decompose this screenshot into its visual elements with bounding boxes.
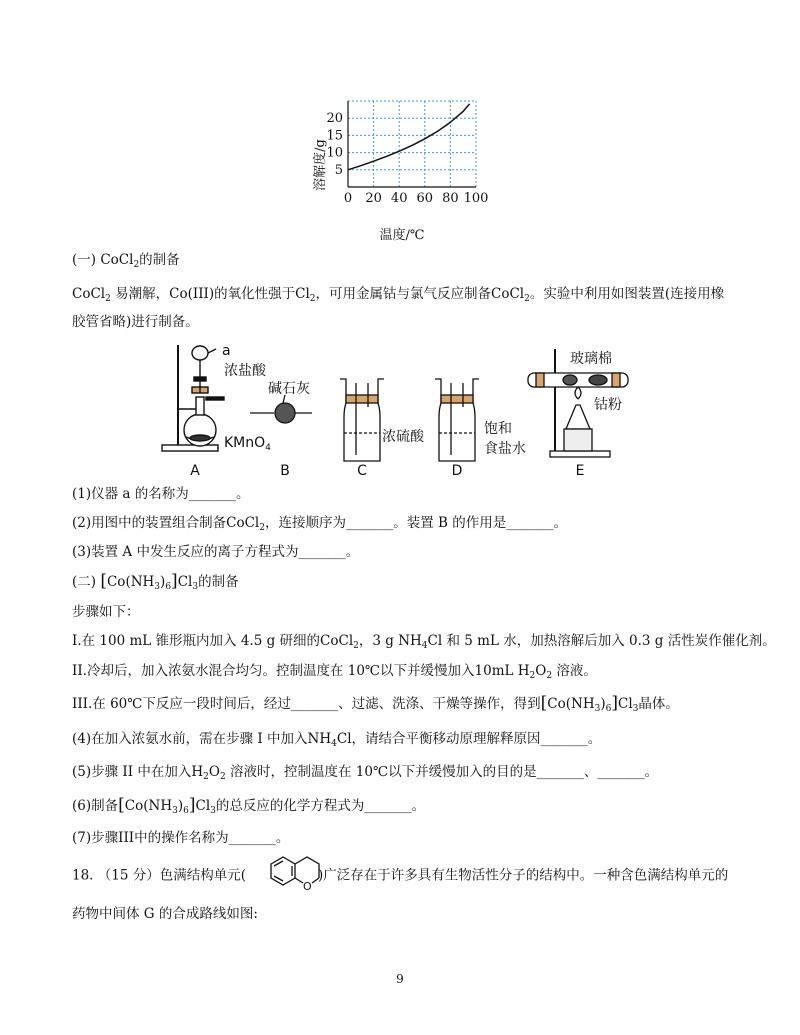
- step-1: I.在 100 mL 锥形瓶内加入 4.5 g 研细的CoCl$_2$，3 g $NH_4Cl$ 和 5 mL 水，加热溶解后加入 0.3 g 活性炭作催化剂。: [72, 633, 776, 651]
- label-kmno4: KMnO$_4$: [224, 435, 271, 453]
- section2-title: (二) $[Co(NH_3)_6]Cl_3$的制备: [72, 571, 239, 592]
- y-tick-label: 5: [334, 162, 343, 178]
- apparatus-a: [162, 345, 224, 451]
- chart-grid: [348, 101, 476, 187]
- question-18-line-2: 药物中间体 G 的合成路线如图:: [72, 906, 258, 922]
- label-a-pointer: a: [222, 343, 231, 359]
- step-3: III.在 60℃下反应一段时间后，经过_______、过滤、洗涤、干燥等操作，得到$[Co(NH_3)_6]Cl_3$晶体。: [72, 693, 679, 714]
- apparatus-label-b: B: [280, 463, 290, 479]
- step-2: II.冷却后，加入浓氨水混合均匀。控制温度在 10℃以下并缓慢加入10mL $H_2O_2$ 溶液。: [72, 663, 597, 681]
- intro-line-2: 胶管省略)进行制备。: [72, 314, 199, 330]
- intro-line-1: CoCl$_2$ 易潮解，Co(III)的氧化性强于$Cl_2$，可用金属钴与氯气反应制备CoCl$_2$。实验中利用如图装置(连接用橡: [72, 286, 725, 304]
- label-glass-wool: 玻璃棉: [570, 351, 612, 367]
- chart-xlabel: 温度/℃: [379, 228, 425, 243]
- cocl2-formula: CoCl$_2$: [100, 252, 140, 270]
- question-6: (6)制备$[Co(NH_3)_6]Cl_3$的总反应的化学方程式为_______。: [72, 795, 426, 816]
- solubility-chart: [300, 95, 500, 245]
- label-cobalt-powder: 钴粉: [594, 397, 622, 413]
- label-conc-h2so4: 浓硫酸: [382, 429, 424, 445]
- solubility-curve: [348, 104, 470, 170]
- x-tick-label: 40: [390, 191, 408, 206]
- label-saturated: 饱和: [484, 421, 512, 437]
- question-2: (2)用图中的装置组合制备CoCl$_2$，连接顺序为_______。装置 B 的作用是_______。: [72, 515, 567, 533]
- apparatus-c: [340, 379, 384, 461]
- label-soda-lime: 碱石灰: [268, 381, 310, 397]
- apparatus-label-c: C: [357, 463, 367, 479]
- complex-formula-2: $[Co(NH_3)_6]Cl_3$: [540, 693, 639, 714]
- label-conc-hcl: 浓盐酸: [224, 363, 266, 379]
- question-5: (5)步骤 II 中在加入$H_2O_2$ 溶液时，控制温度在 10℃以下并缓慢加入的目的是_______、_______。: [72, 764, 659, 782]
- question-4: (4)在加入浓氨水前，需在步骤 I 中加入$NH_4Cl$，请结合平衡移动原理解释原因_______。: [72, 731, 602, 749]
- apparatus-label-d: D: [451, 463, 463, 479]
- chroman-o-label: O: [303, 880, 312, 893]
- apparatus-d: [435, 379, 479, 461]
- x-tick-label: 0: [343, 191, 353, 206]
- question-18-line-1: 18. （15 分）色满结构单元( )广泛存在于许多具有生物活性分子的结构中。一种含色满结构单元的: [72, 866, 728, 886]
- steps-heading: 步骤如下：: [72, 604, 140, 620]
- section1-title: (一) CoCl$_2$的制备: [72, 252, 180, 270]
- x-tick-label: 100: [463, 191, 489, 206]
- x-tick-label: 80: [442, 191, 459, 206]
- apparatus-label-e: E: [575, 463, 585, 479]
- x-tick-label: 20: [365, 191, 382, 206]
- complex-formula-3: $[Co(NH_3)_6]Cl_3$: [118, 795, 216, 816]
- question-3: (3)装置 A 中发生反应的离子方程式为_______。: [72, 544, 360, 560]
- y-tick-label: 10: [326, 145, 343, 161]
- complex-formula: $[Co(NH_3)_6]Cl_3$: [100, 571, 199, 592]
- chart-series: [348, 104, 470, 170]
- apparatus-diagram: [150, 337, 630, 482]
- page-number: 9: [396, 972, 404, 986]
- y-tick-label: 15: [326, 128, 343, 144]
- x-tick-label: 60: [416, 191, 434, 206]
- chart-axes: [348, 101, 476, 187]
- label-brine: 食盐水: [484, 441, 526, 457]
- chart-ticks: [326, 111, 488, 206]
- chart-ylabel: 溶解度/g: [313, 139, 328, 191]
- chroman-skeletal-formula: [263, 850, 329, 896]
- question-7: (7)步骤III中的操作名称为_______。: [72, 830, 290, 846]
- apparatus-b: [250, 395, 312, 423]
- y-tick-label: 20: [326, 111, 343, 127]
- apparatus-label-a: A: [190, 463, 200, 479]
- question-1: (1)仪器 a 的名称为_______。: [72, 486, 250, 502]
